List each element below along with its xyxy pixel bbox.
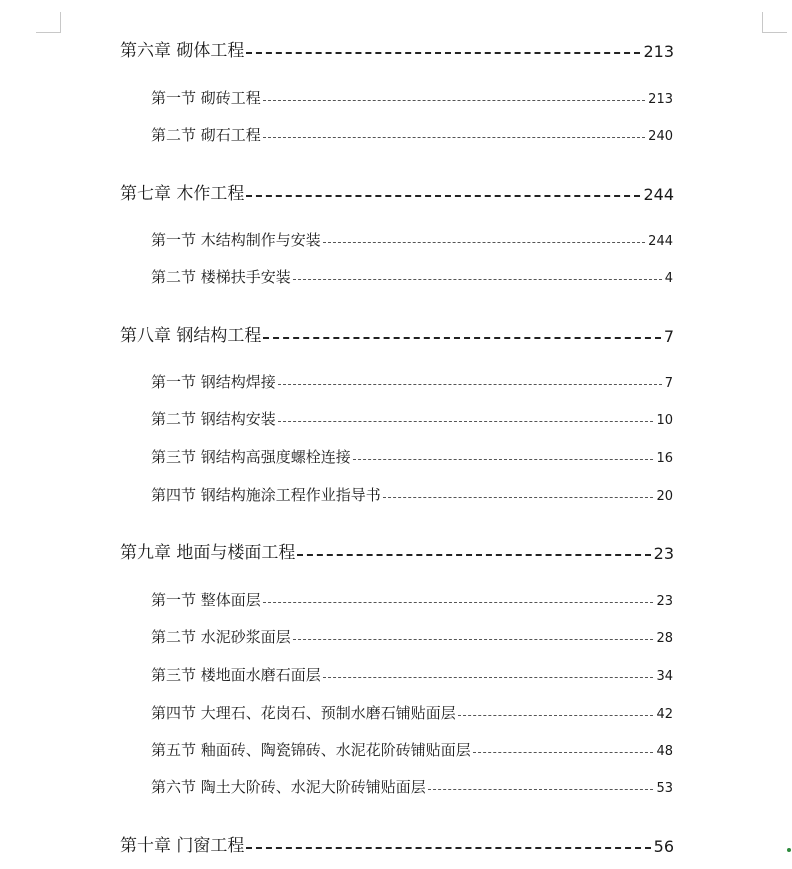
- toc-page-number: 10: [656, 413, 673, 428]
- toc-section[interactable]: [151, 123, 673, 143]
- toc-section[interactable]: [151, 701, 673, 721]
- toc-leader: [323, 242, 645, 243]
- toc-page-number: 34: [656, 669, 673, 684]
- toc-label: 第二节 钢结构安装: [151, 410, 276, 428]
- toc-leader: [473, 752, 654, 753]
- toc-leader: [246, 847, 650, 849]
- toc-leader: [278, 384, 662, 385]
- toc-label: 第七章 木作工程: [120, 184, 245, 204]
- toc-page-number: 23: [656, 594, 673, 609]
- toc-page-number: 7: [664, 376, 673, 391]
- toc-leader: [293, 639, 654, 640]
- toc-page-number: 20: [656, 489, 673, 504]
- toc-label: 第二节 楼梯扶手安装: [151, 268, 291, 286]
- toc-label: 第五节 釉面砖、陶瓷锦砖、水泥花阶砖铺贴面层: [151, 741, 471, 759]
- toc-chapter-7[interactable]: [120, 179, 674, 203]
- toc-page-number: 42: [656, 707, 673, 722]
- edit-marker-dot: [787, 848, 791, 852]
- toc-page-number: 213: [648, 92, 673, 107]
- toc-page-number: 244: [648, 234, 673, 249]
- toc-label: 第六章 砌体工程: [120, 41, 245, 61]
- toc-section[interactable]: [151, 228, 673, 248]
- toc-page-number: 53: [656, 781, 673, 796]
- toc-page-number: 48: [656, 744, 673, 759]
- toc-leader: [323, 677, 654, 678]
- toc-label: 第一节 砌砖工程: [151, 89, 261, 107]
- toc-leader: [246, 195, 640, 197]
- toc-label: 第六节 陶土大阶砖、水泥大阶砖铺贴面层: [151, 778, 426, 796]
- page-corner-mark-top-left: [36, 12, 61, 33]
- toc-page-number: 213: [643, 42, 674, 61]
- toc-page-number: 4: [664, 271, 673, 286]
- toc-leader: [263, 602, 654, 603]
- toc-leader: [383, 497, 654, 498]
- toc-section[interactable]: [151, 588, 673, 608]
- toc-page-number: 244: [643, 185, 674, 204]
- toc-page-number: 23: [653, 544, 674, 563]
- toc-label: 第十章 门窗工程: [120, 836, 245, 856]
- toc-leader: [246, 52, 640, 54]
- toc-section[interactable]: [151, 86, 673, 106]
- toc-section[interactable]: [151, 265, 673, 285]
- toc-chapter-9[interactable]: [120, 538, 674, 562]
- toc-label: 第四节 大理石、花岗石、预制水磨石铺贴面层: [151, 704, 456, 722]
- toc-chapter-10[interactable]: [120, 831, 674, 855]
- toc-label: 第一节 整体面层: [151, 591, 261, 609]
- toc-leader: [353, 459, 654, 460]
- toc-page-number: 28: [656, 631, 673, 646]
- toc-label: 第一节 木结构制作与安装: [151, 231, 321, 249]
- toc-label: 第三节 楼地面水磨石面层: [151, 666, 321, 684]
- toc-section[interactable]: [151, 775, 673, 795]
- toc-section[interactable]: [151, 445, 673, 465]
- toc-leader: [428, 789, 654, 790]
- toc-page-number: 240: [648, 129, 673, 144]
- toc-leader: [263, 337, 660, 339]
- toc-section[interactable]: [151, 407, 673, 427]
- toc-section[interactable]: [151, 370, 673, 390]
- page-corner-mark-top-right: [762, 12, 787, 33]
- toc-page-number: 16: [656, 451, 673, 466]
- toc-label: 第二节 水泥砂浆面层: [151, 628, 291, 646]
- toc-label: 第三节 钢结构高强度螺栓连接: [151, 448, 351, 466]
- toc-page-number: 7: [663, 327, 674, 346]
- toc-label: 第九章 地面与楼面工程: [120, 543, 296, 563]
- toc-leader: [263, 137, 645, 138]
- toc-leader: [297, 554, 650, 556]
- toc-leader: [263, 100, 645, 101]
- toc-section[interactable]: [151, 625, 673, 645]
- toc-chapter-6[interactable]: [120, 36, 674, 60]
- toc-leader: [293, 279, 662, 280]
- toc-label: 第一节 钢结构焊接: [151, 373, 276, 391]
- toc-chapter-8[interactable]: [120, 321, 674, 345]
- toc-leader: [278, 421, 654, 422]
- toc-section[interactable]: [151, 483, 673, 503]
- toc-label: 第四节 钢结构施涂工程作业指导书: [151, 486, 381, 504]
- toc-section[interactable]: [151, 738, 673, 758]
- toc-page-number: 56: [653, 837, 674, 856]
- toc-section[interactable]: [151, 663, 673, 683]
- toc-label: 第八章 钢结构工程: [120, 326, 262, 346]
- toc-label: 第二节 砌石工程: [151, 126, 261, 144]
- toc-leader: [458, 715, 654, 716]
